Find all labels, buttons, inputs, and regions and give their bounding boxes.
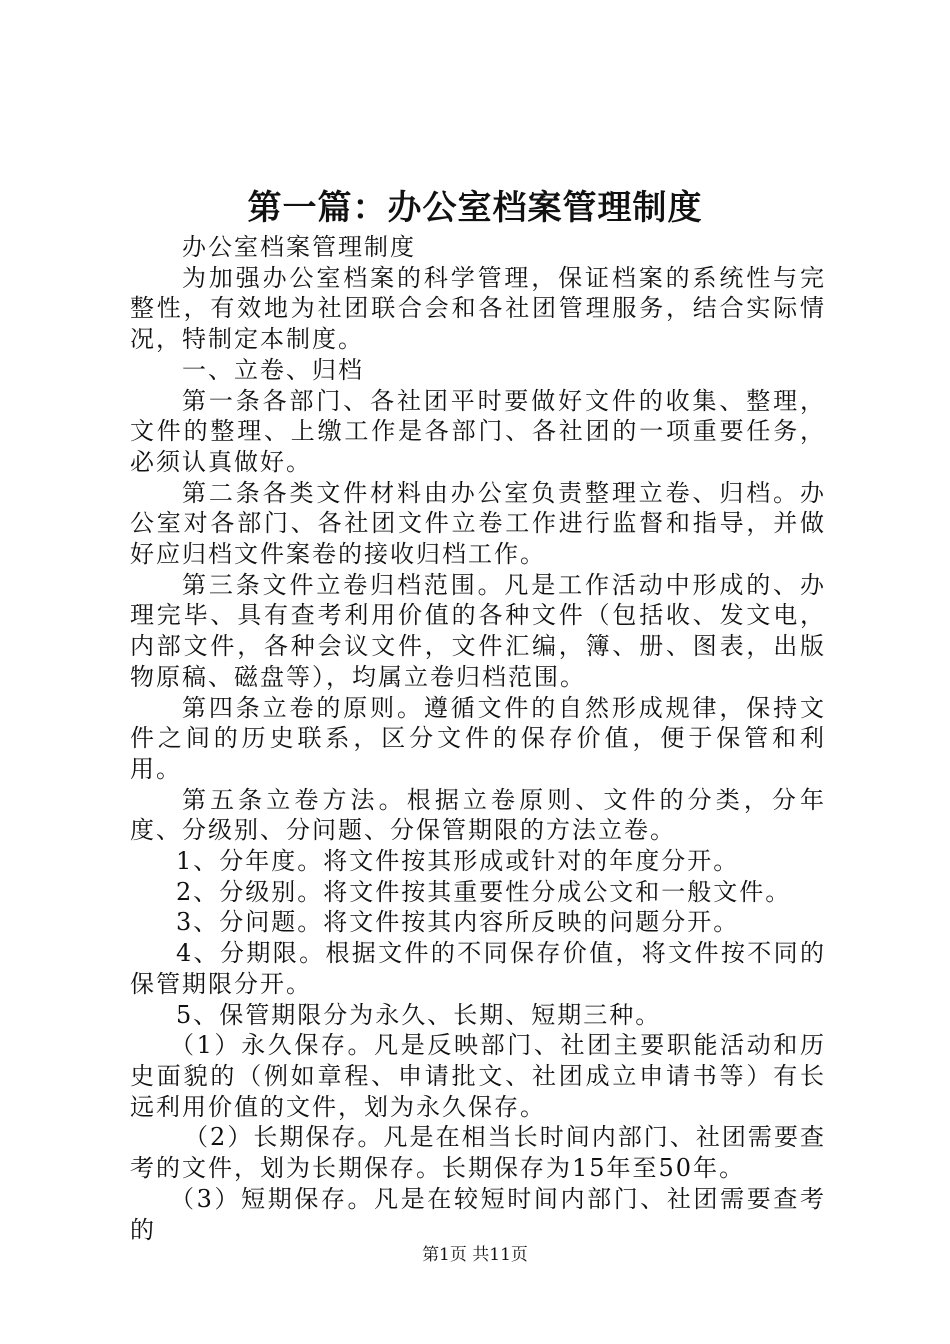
paragraph-heading-name: 办公室档案管理制度 — [182, 233, 416, 261]
article-3: 第三条文件立卷归档范围。凡是工作活动中形成的、办理完毕、具有查考利用价值的各种文件（包括收、发文电，内部文件，各种会议文件，文件汇编，簿、册、图表，出版物原稿、磁盘等），均属立卷归档范围。 — [130, 570, 826, 691]
article-4: 第四条立卷的原则。遵循文件的自然形成规律，保持文件之间的历史联系，区分文件的保存价值，便于保管和利用。 — [130, 693, 826, 783]
list-item-issue: 3、分问题。将文件按其内容所反映的问题分开。 — [176, 908, 740, 937]
list-item-year: 1、分年度。将文件按其形成或针对的年度分开。 — [176, 847, 740, 876]
retention-permanent: （1）永久保存。凡是反映部门、社团主要职能活动和历史面貌的（例如章程、申请批文、社团成立申请书等）有长远利用价值的文件，划为永久保存。 — [130, 1031, 826, 1121]
article-2: 第二条各类文件材料由办公室负责整理立卷、归档。办公室对各部门、各社团文件立卷工作进行监督和指导，并做好应归档文件案卷的接收归档工作。 — [130, 478, 826, 569]
retention-short-term: （3）短期保存。凡是在较短时间内部门、社团需要查考的 — [130, 1184, 826, 1244]
document-body — [130, 232, 826, 1245]
article-5: 第五条立卷方法。根据立卷原则、文件的分类，分年度、分级别、分问题、分保管期限的方法立卷。 — [130, 785, 826, 845]
document-title: 第一篇：办公室档案管理制度 — [247, 188, 703, 228]
list-item-period: 4、分期限。根据文件的不同保存价值，将文件按不同的保管期限分开。 — [130, 939, 826, 998]
page-number-footer: 第1页 共11页 — [422, 1245, 528, 1265]
paragraph-intro: 为加强办公室档案的科学管理，保证档案的系统性与完整性，有效地为社团联合会和各社团管理服务，结合实际情况，特制定本制度。 — [130, 263, 826, 354]
list-item-level: 2、分级别。将文件按其重要性分成公文和一般文件。 — [176, 877, 792, 906]
list-item-retention-types: 5、保管期限分为永久、长期、短期三种。 — [176, 1000, 662, 1029]
section-heading-filing: 一、立卷、归档 — [182, 355, 364, 384]
article-1: 第一条各部门、各社团平时要做好文件的收集、整理，文件的整理、上缴工作是各部门、各社团的一项重要任务，必须认真做好。 — [130, 386, 826, 476]
retention-long-term: （2）长期保存。凡是在相当长时间内部门、社团需要查考的文件，划为长期保存。长期保存为15年至50年。 — [130, 1123, 826, 1183]
